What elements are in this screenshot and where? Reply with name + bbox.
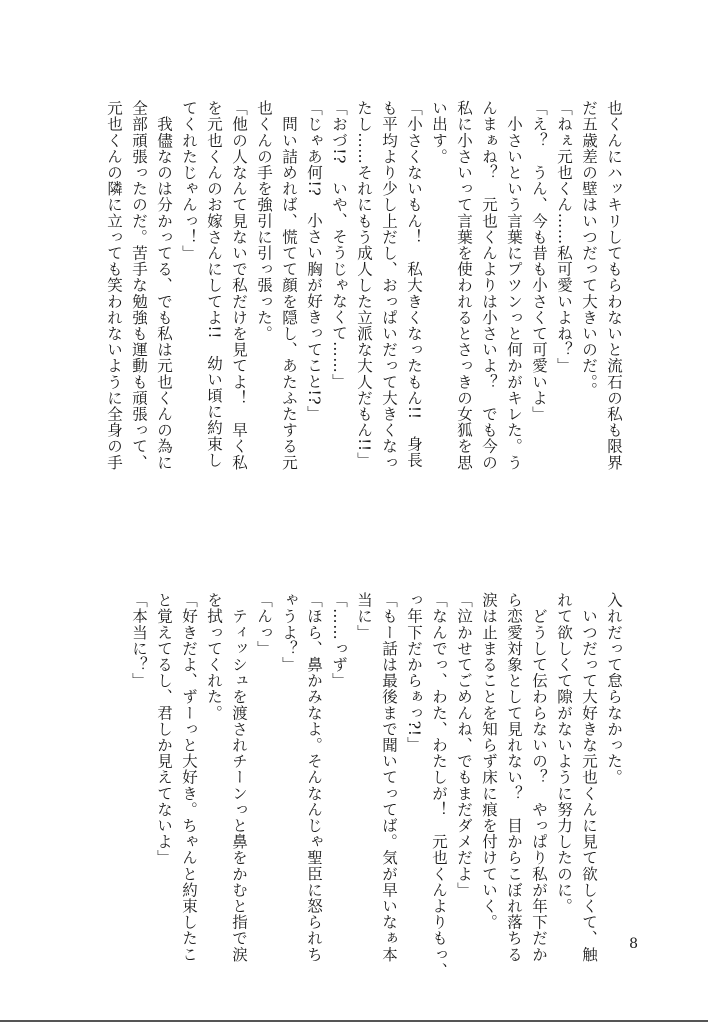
text-line: 涙は止まることを知らず床に痕を付けていく。 xyxy=(480,592,498,931)
text-line: 「他の人なんて見ないで私だけを見てよ！ 早く私 xyxy=(230,100,248,471)
text-line: を元也くんのお嫁さんにしてよ!! 幼い頃に約束し xyxy=(205,100,223,468)
text-line: れて欲しくて隙がないように努力したのに。 xyxy=(555,592,573,914)
text-line: 全部頑張ったのだ。苦手な勉強も運動も頑張って、 xyxy=(130,100,148,471)
text-line: 我儘なのは分かってる、でも私は元也くんの為に xyxy=(155,100,173,471)
text-line: 「ほら、鼻かみなよ。そんなんじゃ聖臣に怒られち xyxy=(305,592,323,963)
text-line: 「じゃあ何!? 小さい胸が好きってこと!?」 xyxy=(305,100,323,422)
text-line: 「小さくないもん！ 私大きくなったもん!! 身長 xyxy=(405,100,423,468)
text-line: 也くんの手を強引に引っ張った。 xyxy=(255,100,273,342)
text-line: 「本当に？」 xyxy=(130,592,148,689)
text-line: 「え？ うん、今も昔も小さくて可愛いよ」 xyxy=(530,100,548,422)
text-line: 私に小さいって言葉を使われるとさっきの女狐を思 xyxy=(455,100,473,471)
text-line: ティッシュを渡されチーンっと鼻をかむと指で涙 xyxy=(230,592,248,963)
text-line: 「おづ!? いや、そうじゃなくて……」 xyxy=(330,100,348,390)
text-line: 「好きだよ、ずーっと大好き。ちゃんと約束したこ xyxy=(180,592,198,963)
text-line: ら恋愛対象として見れない？ 目からこぼれ落ちる xyxy=(505,592,523,963)
text-line: と覚えてるし、君しか見えてないよ」 xyxy=(155,592,173,866)
page-number: 8 xyxy=(629,936,638,952)
text-line: てくれたじゃんっ！」 xyxy=(180,100,198,261)
text-line: いつだって大好きな元也くんに見て欲しくて、触 xyxy=(580,592,598,963)
text-line: 「……っず」 xyxy=(330,592,348,689)
text-line: たし……それにもう成人した立派な大人だもん!!」 xyxy=(355,100,373,468)
text-line: 「なんでっ、わた、わたしが！ 元也くんよりもっ、 xyxy=(430,592,448,979)
text-line: んまぁね？ 元也くんよりは小さいよ？ でも今の xyxy=(480,100,498,471)
text-line: 問い詰めれば、慌てて顔を隠し、あたふたする元 xyxy=(280,100,298,471)
text-line: 入れだって怠らなかった。 xyxy=(605,592,623,786)
text-line: 元也くんの隣に立っても笑われないように全身の手 xyxy=(105,100,123,471)
text-block-upper xyxy=(101,100,626,480)
text-line: っ年下だからぁっ?!」 xyxy=(405,592,423,753)
text-line: 小さいという言葉にプツンっと何かがキレた。う xyxy=(505,100,523,471)
text-line: 「ねぇ元也くん……私可愛いよね？」 xyxy=(555,100,573,374)
text-block-lower xyxy=(126,592,626,979)
text-line: 也くんにハッキリしてもらわないと流石の私も限界 xyxy=(605,100,623,471)
text-line: ゃうよ？」 xyxy=(280,592,298,673)
text-line: 「もー話は最後まで聞いてってば。気が早いなぁ本 xyxy=(380,592,398,963)
text-line: だ五歳差の壁はいつだって大きいのだ。。 xyxy=(580,100,598,399)
text-line: を拭ってくれた。 xyxy=(205,592,223,721)
text-line: い出す。 xyxy=(430,100,448,165)
text-line: も平均より少し上だし、おっぱいだって大きくなっ xyxy=(380,100,398,471)
bottom-rule xyxy=(0,1020,708,1022)
text-line: 「泣かせてごめんね、でもまだダメだよ」 xyxy=(455,592,473,898)
text-line: 当に」 xyxy=(355,592,373,641)
text-line: どうして伝わらないの？ やっぱり私が年下だか xyxy=(530,592,548,963)
text-line: 「んっ」 xyxy=(255,592,273,657)
